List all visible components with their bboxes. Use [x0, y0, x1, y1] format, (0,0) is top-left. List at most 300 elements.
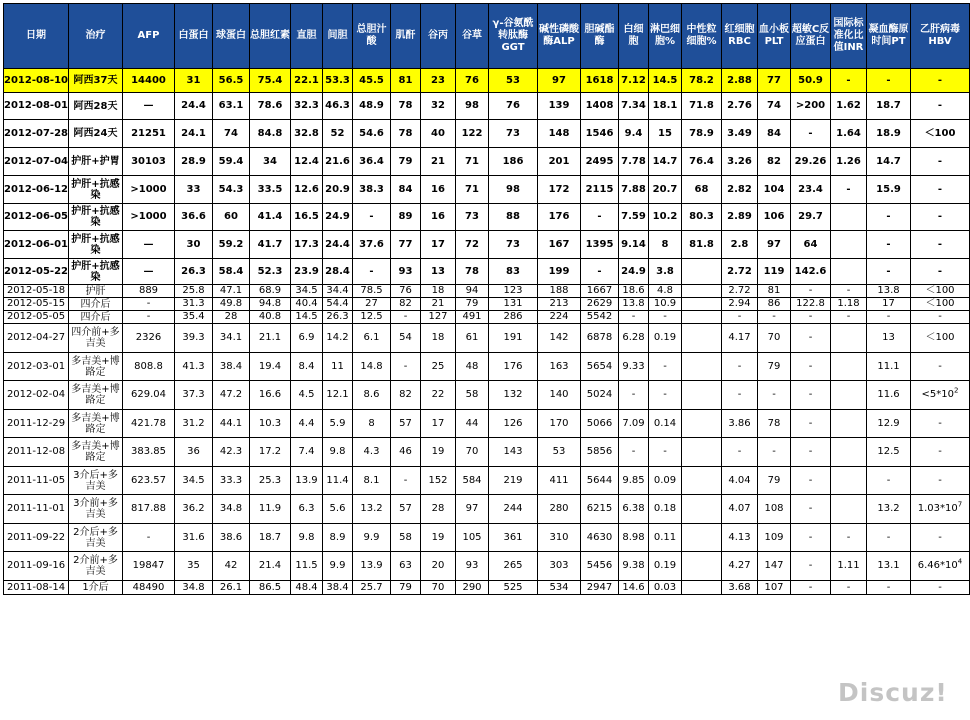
table-cell: - [867, 311, 911, 324]
table-cell: 81 [758, 285, 791, 298]
table-cell: 20 [421, 552, 456, 581]
table-cell: 42.3 [213, 438, 250, 467]
table-cell: 13.2 [867, 495, 911, 524]
table-cell [831, 438, 867, 467]
table-row [4, 231, 970, 259]
table-cell: 40.8 [250, 311, 291, 324]
table-cell [682, 524, 722, 552]
table-cell: 73 [489, 120, 538, 148]
date-cell: 2011-11-05 [4, 467, 69, 495]
table-cell: 286 [489, 311, 538, 324]
table-cell: 23.9 [291, 259, 323, 285]
table-cell: - [911, 524, 970, 552]
table-cell: 58 [456, 381, 489, 410]
table-cell: 191 [489, 324, 538, 353]
table-cell: - [619, 438, 649, 467]
column-header: 白蛋白 [175, 4, 213, 69]
table-cell: 54.3 [213, 176, 250, 204]
table-cell: 7.78 [619, 148, 649, 176]
table-cell: 5644 [581, 467, 619, 495]
table-cell: 38.3 [353, 176, 391, 204]
table-cell: 19 [421, 524, 456, 552]
table-cell: - [758, 438, 791, 467]
table-cell: 14.8 [353, 353, 391, 381]
table-cell: 244 [489, 495, 538, 524]
table-cell: 44.1 [213, 410, 250, 438]
table-cell: 1667 [581, 285, 619, 298]
table-cell: 5456 [581, 552, 619, 581]
table-cell: - [867, 259, 911, 285]
table-cell: 4.04 [722, 467, 758, 495]
table-cell: 2115 [581, 176, 619, 204]
table-cell: 34.5 [291, 285, 323, 298]
table-cell: 37.6 [353, 231, 391, 259]
table-cell: 31.3 [175, 298, 213, 311]
date-cell: 2012-03-01 [4, 353, 69, 381]
table-cell: 6.1 [353, 324, 391, 353]
table-cell: 7.4 [291, 438, 323, 467]
table-cell: - [911, 438, 970, 467]
table-cell: 72 [456, 231, 489, 259]
table-cell: - [911, 581, 970, 595]
table-cell: 34 [250, 148, 291, 176]
table-cell: 8.9 [323, 524, 353, 552]
table-cell: 14.5 [291, 311, 323, 324]
table-cell: 12.6 [291, 176, 323, 204]
table-cell: 4.3 [353, 438, 391, 467]
table-cell: 25 [421, 353, 456, 381]
table-cell: 18.7 [867, 93, 911, 120]
table-cell: 7.34 [619, 93, 649, 120]
table-cell: - [911, 93, 970, 120]
table-cell: - [867, 204, 911, 231]
table-cell: 18.6 [619, 285, 649, 298]
table-cell: 4.4 [291, 410, 323, 438]
table-cell: 201 [538, 148, 581, 176]
date-cell: 2012-07-28 [4, 120, 69, 148]
table-cell: 199 [538, 259, 581, 285]
table-cell: 176 [489, 353, 538, 381]
table-cell: 18.9 [867, 120, 911, 148]
table-cell: 139 [538, 93, 581, 120]
table-cell: $6.46*10^4$ [911, 552, 970, 581]
table-cell: 41.4 [250, 204, 291, 231]
table-cell: 5.6 [323, 495, 353, 524]
treatment-cell: 四介前+多吉美 [69, 324, 123, 353]
table-cell: 6.28 [619, 324, 649, 353]
table-row [4, 353, 970, 381]
table-cell: - [791, 324, 831, 353]
table-cell: - [831, 69, 867, 93]
table-cell: - [867, 524, 911, 552]
table-cell: 1546 [581, 120, 619, 148]
table-cell [831, 259, 867, 285]
treatment-cell: 阿西37天 [69, 69, 123, 93]
table-cell: 15.9 [867, 176, 911, 204]
table-cell: 98 [489, 176, 538, 204]
table-cell: 73 [456, 204, 489, 231]
treatment-cell: 阿西24天 [69, 120, 123, 148]
table-cell: 10.2 [649, 204, 682, 231]
table-cell: 56.5 [213, 69, 250, 93]
table-cell: 19.4 [250, 353, 291, 381]
table-cell: - [353, 204, 391, 231]
table-cell: 33.5 [250, 176, 291, 204]
table-cell [831, 353, 867, 381]
table-cell: 47.2 [213, 381, 250, 410]
table-cell: 14.5 [649, 69, 682, 93]
table-cell: 5024 [581, 381, 619, 410]
table-cell: 18 [421, 285, 456, 298]
table-cell: 8.98 [619, 524, 649, 552]
table-cell: 11 [323, 353, 353, 381]
table-cell [831, 467, 867, 495]
table-cell: - [867, 581, 911, 595]
table-cell: 18.7 [250, 524, 291, 552]
table-cell: 11.5 [291, 552, 323, 581]
table-cell: 13 [867, 324, 911, 353]
table-cell: 383.85 [123, 438, 175, 467]
table-cell: 33 [175, 176, 213, 204]
table-cell: 82 [391, 381, 421, 410]
table-cell: 23 [421, 69, 456, 93]
table-cell: 31.6 [175, 524, 213, 552]
table-cell: - [791, 495, 831, 524]
column-header: 球蛋白 [213, 4, 250, 69]
table-cell [682, 298, 722, 311]
table-cell: 46.3 [323, 93, 353, 120]
table-cell: 34.1 [213, 324, 250, 353]
table-cell: 290 [456, 581, 489, 595]
table-cell: 2.82 [722, 176, 758, 204]
treatment-cell: 护肝+抗感染 [69, 259, 123, 285]
table-cell: 76 [489, 93, 538, 120]
table-cell: 584 [456, 467, 489, 495]
table-cell: 25.8 [175, 285, 213, 298]
table-cell: - [391, 467, 421, 495]
table-cell: 12.9 [867, 410, 911, 438]
table-cell: 28.9 [175, 148, 213, 176]
table-cell: 28 [213, 311, 250, 324]
table-cell: - [911, 410, 970, 438]
table-cell: - [619, 311, 649, 324]
table-cell: 74 [758, 93, 791, 120]
table-cell [682, 381, 722, 410]
table-cell: 42 [213, 552, 250, 581]
table-cell: 77 [758, 69, 791, 93]
table-cell: 186 [489, 148, 538, 176]
table-cell: 889 [123, 285, 175, 298]
date-cell: 2012-06-05 [4, 204, 69, 231]
table-cell: 54 [391, 324, 421, 353]
date-cell: 2012-02-04 [4, 381, 69, 410]
table-cell: 172 [538, 176, 581, 204]
table-cell [682, 581, 722, 595]
table-cell: 21.1 [250, 324, 291, 353]
treatment-cell: 阿西28天 [69, 93, 123, 120]
table-cell: 629.04 [123, 381, 175, 410]
table-cell: 23.4 [791, 176, 831, 204]
column-header: 总胆红素 [250, 4, 291, 69]
table-cell: 77 [391, 231, 421, 259]
table-cell: 1.18 [831, 298, 867, 311]
table-cell: 71 [456, 148, 489, 176]
table-cell: 45.5 [353, 69, 391, 93]
table-cell: 13.1 [867, 552, 911, 581]
table-cell: - [911, 176, 970, 204]
table-cell: - [758, 381, 791, 410]
table-cell: - [123, 298, 175, 311]
table-cell: 53 [538, 438, 581, 467]
table-cell: 131 [489, 298, 538, 311]
table-cell: 79 [758, 467, 791, 495]
table-cell: 21251 [123, 120, 175, 148]
table-cell: 127 [421, 311, 456, 324]
table-cell: — [123, 259, 175, 285]
table-cell: 34.4 [323, 285, 353, 298]
table-cell [682, 259, 722, 285]
column-header: γ-谷氨酰转肽酶GGT [489, 4, 538, 69]
table-cell: - [758, 311, 791, 324]
table-cell: 126 [489, 410, 538, 438]
column-header: 日期 [4, 4, 69, 69]
table-cell: 32.3 [291, 93, 323, 120]
date-cell: 2011-12-29 [4, 410, 69, 438]
table-cell: - [581, 259, 619, 285]
table-cell: 167 [538, 231, 581, 259]
column-header: 总胆汁酸 [353, 4, 391, 69]
table-cell: 104 [758, 176, 791, 204]
column-header: 中性粒细胞% [682, 4, 722, 69]
table-cell: 12.4 [291, 148, 323, 176]
table-cell: 71 [456, 176, 489, 204]
column-header: 乙肝病毒HBV [911, 4, 970, 69]
table-cell: 108 [758, 495, 791, 524]
lab-results-table-container [3, 3, 963, 595]
table-cell: >1000 [123, 176, 175, 204]
table-cell: 421.78 [123, 410, 175, 438]
table-cell: 36.2 [175, 495, 213, 524]
table-cell: 14.6 [619, 581, 649, 595]
table-cell: 4.27 [722, 552, 758, 581]
table-cell: 35.4 [175, 311, 213, 324]
table-cell: 78 [391, 93, 421, 120]
table-cell: 48.4 [291, 581, 323, 595]
table-cell: 52 [323, 120, 353, 148]
table-cell: 9.14 [619, 231, 649, 259]
table-cell: - [911, 353, 970, 381]
table-cell: 40 [421, 120, 456, 148]
table-cell: 2.8 [722, 231, 758, 259]
table-cell: 21.6 [323, 148, 353, 176]
table-cell: >200 [791, 93, 831, 120]
table-cell: 59.2 [213, 231, 250, 259]
table-cell: 4.8 [649, 285, 682, 298]
table-cell: 148 [538, 120, 581, 148]
table-cell: 33.3 [213, 467, 250, 495]
table-cell: - [791, 581, 831, 595]
table-cell: 9.8 [323, 438, 353, 467]
table-cell: - [831, 176, 867, 204]
table-cell: — [123, 231, 175, 259]
date-cell: 2012-05-05 [4, 311, 69, 324]
table-cell: - [391, 353, 421, 381]
table-cell: - [649, 381, 682, 410]
table-cell: 13.8 [867, 285, 911, 298]
table-cell: 54.6 [353, 120, 391, 148]
table-cell: 142.6 [791, 259, 831, 285]
table-cell: 12.5 [867, 438, 911, 467]
table-cell: 0.14 [649, 410, 682, 438]
table-cell: 5654 [581, 353, 619, 381]
table-cell: 78 [456, 259, 489, 285]
table-cell: - [619, 381, 649, 410]
table-cell: - [722, 353, 758, 381]
table-cell: 5856 [581, 438, 619, 467]
table-cell: - [791, 285, 831, 298]
table-cell: 75.4 [250, 69, 291, 93]
table-cell [831, 204, 867, 231]
table-cell: 78.9 [682, 120, 722, 148]
table-cell [831, 231, 867, 259]
table-cell: - [649, 438, 682, 467]
table-cell: 73 [489, 231, 538, 259]
table-cell: 219 [489, 467, 538, 495]
table-cell: 18.1 [649, 93, 682, 120]
table-cell: - [791, 524, 831, 552]
table-cell: 24.9 [323, 204, 353, 231]
table-cell: 361 [489, 524, 538, 552]
table-cell: 8.1 [353, 467, 391, 495]
table-cell: 82 [391, 298, 421, 311]
table-cell: 9.33 [619, 353, 649, 381]
table-cell: 10.9 [649, 298, 682, 311]
table-cell: 41.7 [250, 231, 291, 259]
table-cell: 24.1 [175, 120, 213, 148]
table-cell [682, 324, 722, 353]
table-cell: 52.3 [250, 259, 291, 285]
table-cell: 24.9 [619, 259, 649, 285]
table-cell: 93 [456, 552, 489, 581]
treatment-cell: 多吉美+博路定 [69, 381, 123, 410]
table-cell: 27 [353, 298, 391, 311]
table-cell: 81.8 [682, 231, 722, 259]
table-cell: 310 [538, 524, 581, 552]
table-cell: 24.4 [175, 93, 213, 120]
treatment-cell: 护肝+抗感染 [69, 231, 123, 259]
treatment-cell: 3介后+多吉美 [69, 467, 123, 495]
table-cell: 12.5 [353, 311, 391, 324]
table-cell: 224 [538, 311, 581, 324]
table-cell: 3.26 [722, 148, 758, 176]
table-cell: 3.8 [649, 259, 682, 285]
table-cell: 2.76 [722, 93, 758, 120]
table-cell: 15 [649, 120, 682, 148]
table-cell: 84 [758, 120, 791, 148]
table-cell: 19 [421, 438, 456, 467]
table-cell: 41.3 [175, 353, 213, 381]
table-cell: - [123, 311, 175, 324]
table-cell: 1.26 [831, 148, 867, 176]
table-cell: - [722, 438, 758, 467]
table-cell: 64 [791, 231, 831, 259]
table-cell: 98 [456, 93, 489, 120]
column-header: 间胆 [323, 4, 353, 69]
table-cell: - [911, 231, 970, 259]
column-header: 直胆 [291, 4, 323, 69]
table-cell: 71.8 [682, 93, 722, 120]
table-cell: 78.6 [250, 93, 291, 120]
table-cell: >1000 [123, 204, 175, 231]
column-header: AFP [123, 4, 175, 69]
treatment-cell: 多吉美+博路定 [69, 410, 123, 438]
table-cell: - [581, 204, 619, 231]
table-cell: 30 [175, 231, 213, 259]
date-cell: 2011-09-16 [4, 552, 69, 581]
table-cell: 5.9 [323, 410, 353, 438]
table-cell: 18 [421, 324, 456, 353]
table-cell: 46 [391, 438, 421, 467]
table-cell: - [791, 353, 831, 381]
date-cell: 2012-04-27 [4, 324, 69, 353]
table-cell: - [911, 259, 970, 285]
date-cell: 2012-06-12 [4, 176, 69, 204]
table-cell: 28.4 [323, 259, 353, 285]
table-cell: 525 [489, 581, 538, 595]
table-cell: 21.4 [250, 552, 291, 581]
table-cell: 9.38 [619, 552, 649, 581]
table-cell: 48.9 [353, 93, 391, 120]
table-cell [682, 353, 722, 381]
table-cell: - [867, 69, 911, 93]
table-cell [831, 324, 867, 353]
table-cell: 58.4 [213, 259, 250, 285]
table-cell: 28 [421, 495, 456, 524]
table-cell: 17.2 [250, 438, 291, 467]
lab-results-table [3, 3, 970, 595]
table-cell: - [791, 552, 831, 581]
column-header: 碱性磷酸酶ALP [538, 4, 581, 69]
date-cell: 2012-08-01 [4, 93, 69, 120]
table-cell: 9.8 [291, 524, 323, 552]
table-cell: 8 [649, 231, 682, 259]
table-cell: 31.2 [175, 410, 213, 438]
table-cell: 25.3 [250, 467, 291, 495]
date-cell: 2012-05-15 [4, 298, 69, 311]
table-cell: 7.88 [619, 176, 649, 204]
table-cell: 3.68 [722, 581, 758, 595]
table-cell: 808.8 [123, 353, 175, 381]
table-cell: 176 [538, 204, 581, 231]
column-header: 淋巴细胞% [649, 4, 682, 69]
table-cell: 26.3 [323, 311, 353, 324]
table-cell: 21 [421, 298, 456, 311]
date-cell: 2011-11-01 [4, 495, 69, 524]
date-cell: 2011-09-22 [4, 524, 69, 552]
table-cell: 82 [758, 148, 791, 176]
table-cell: 4.17 [722, 324, 758, 353]
table-cell: 4.5 [291, 381, 323, 410]
table-cell: 8.4 [291, 353, 323, 381]
table-cell: - [791, 120, 831, 148]
column-header: 胆碱酯酶 [581, 4, 619, 69]
table-cell: 47.1 [213, 285, 250, 298]
header-row [4, 4, 970, 69]
table-cell: 24.4 [323, 231, 353, 259]
table-cell: 14.2 [323, 324, 353, 353]
table-cell: 84.8 [250, 120, 291, 148]
table-cell: 13.2 [353, 495, 391, 524]
